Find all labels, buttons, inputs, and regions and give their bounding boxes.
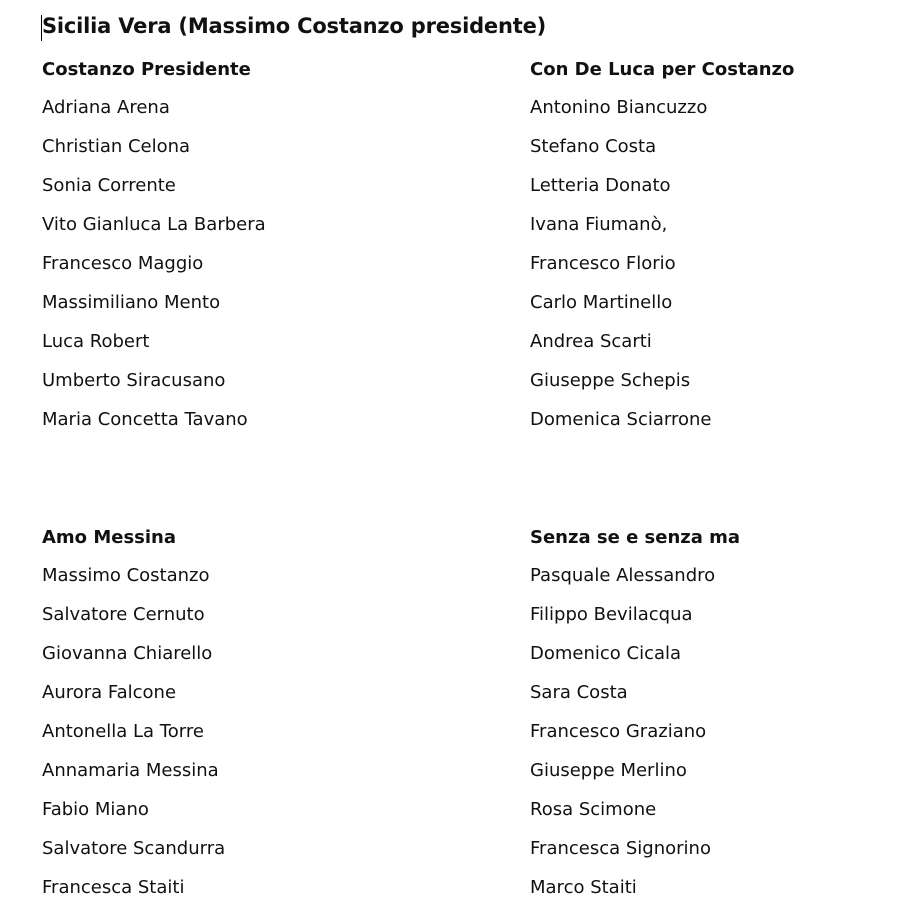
candidate-name: Salvatore Cernuto xyxy=(42,604,205,625)
candidate-name: Carlo Martinello xyxy=(530,292,673,313)
candidate-name: Francesco Florio xyxy=(530,253,676,274)
candidate-name: Francesca Staiti xyxy=(42,877,185,898)
candidate-name: Andrea Scarti xyxy=(530,331,652,352)
candidate-name: Christian Celona xyxy=(42,136,191,157)
candidate-name: Salvatore Scandurra xyxy=(42,838,226,859)
list-amo-messina xyxy=(42,525,422,914)
list-heading: Amo Messina xyxy=(42,527,176,548)
list-con-de-luca-per-costanzo xyxy=(530,57,910,446)
candidate-name: Fabio Miano xyxy=(42,799,149,820)
candidate-name: Letteria Donato xyxy=(530,175,671,196)
candidate-name: Ivana Fiumanò, xyxy=(530,214,668,235)
list-costanzo-presidente xyxy=(42,57,422,446)
candidate-name: Domenico Cicala xyxy=(530,643,682,664)
candidate-name: Massimiliano Mento xyxy=(42,292,221,313)
candidate-name: Giovanna Chiarello xyxy=(42,643,213,664)
candidate-name: Rosa Scimone xyxy=(530,799,657,820)
candidate-name: Maria Concetta Tavano xyxy=(42,409,248,430)
candidate-name: Annamaria Messina xyxy=(42,760,219,781)
candidate-name: Francesca Signorino xyxy=(530,838,711,859)
candidate-name: Giuseppe Merlino xyxy=(530,760,687,781)
candidate-list xyxy=(530,563,910,914)
list-senza-se-e-senza-ma xyxy=(530,525,910,914)
candidate-name: Domenica Sciarrone xyxy=(530,409,712,430)
candidate-name: Luca Robert xyxy=(42,331,150,352)
list-heading: Senza se e senza ma xyxy=(530,527,741,548)
candidate-list xyxy=(530,95,910,446)
list-heading: Costanzo Presidente xyxy=(42,59,251,80)
document-title: Sicilia Vera (Massimo Costanzo presidente) xyxy=(42,14,547,38)
candidate-name: Pasquale Alessandro xyxy=(530,565,716,586)
candidate-name: Francesco Maggio xyxy=(42,253,204,274)
candidate-list xyxy=(42,95,422,446)
candidate-name: Filippo Bevilacqua xyxy=(530,604,693,625)
candidate-list xyxy=(42,563,422,914)
candidate-name: Vito Gianluca La Barbera xyxy=(42,214,266,235)
candidate-name: Massimo Costanzo xyxy=(42,565,210,586)
list-heading: Con De Luca per Costanzo xyxy=(530,59,795,80)
candidate-name: Giuseppe Schepis xyxy=(530,370,691,391)
candidate-name: Sara Costa xyxy=(530,682,628,703)
candidate-name: Antonino Biancuzzo xyxy=(530,97,708,118)
candidate-name: Antonella La Torre xyxy=(42,721,204,742)
candidate-name: Francesco Graziano xyxy=(530,721,707,742)
candidate-name: Adriana Arena xyxy=(42,97,170,118)
candidate-name: Aurora Falcone xyxy=(42,682,177,703)
candidate-name: Sonia Corrente xyxy=(42,175,176,196)
candidate-name: Umberto Siracusano xyxy=(42,370,226,391)
candidate-name: Stefano Costa xyxy=(530,136,657,157)
candidate-name: Marco Staiti xyxy=(530,877,637,898)
